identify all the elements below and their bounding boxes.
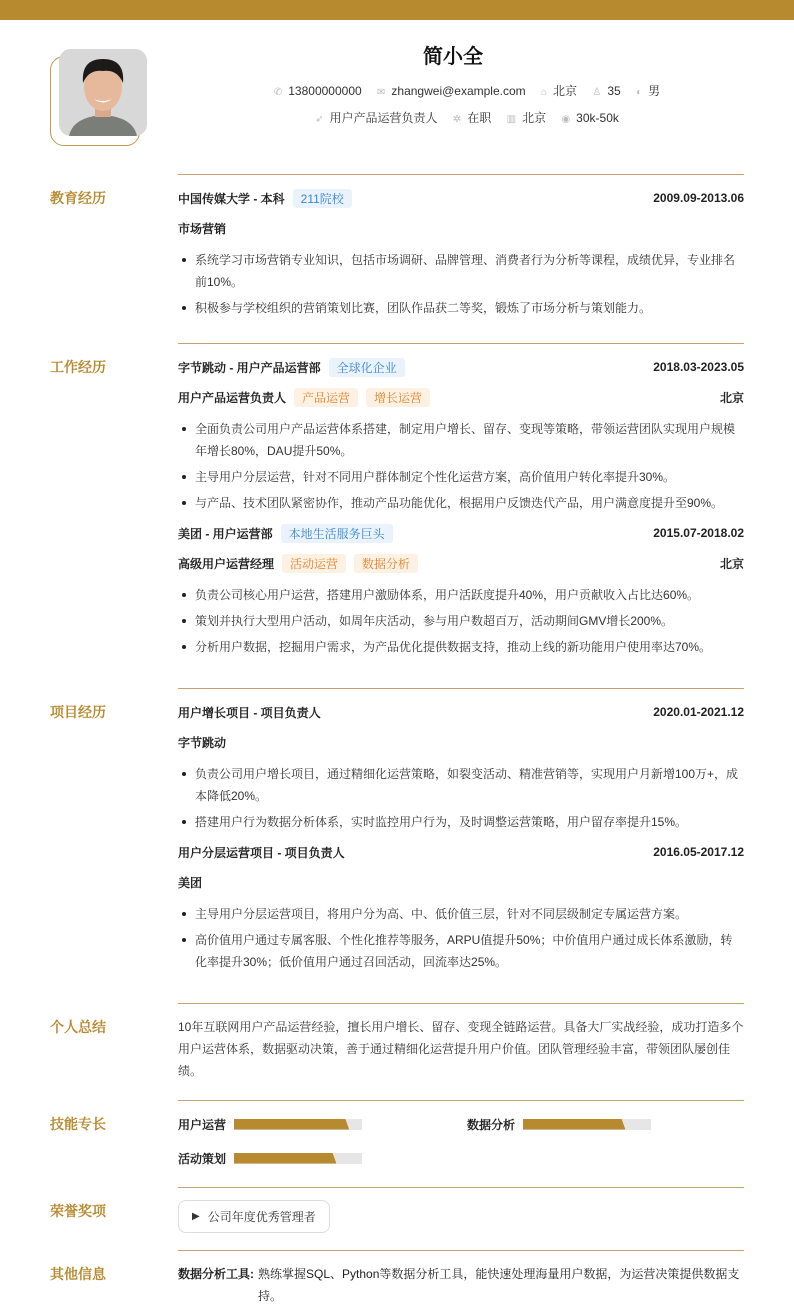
- building-icon: ▥: [506, 114, 517, 125]
- status-icon: ✲: [452, 114, 462, 125]
- contact-info: [178, 82, 744, 99]
- section-title: 项目经历: [50, 704, 106, 720]
- skill-item: [467, 1115, 744, 1133]
- role-tag: 增长运营: [366, 388, 430, 407]
- section-title: 荣誉奖项: [50, 1203, 106, 1219]
- project-name: 用户增长项目 - 项目负责人: [178, 705, 321, 720]
- gender-icon: ◐: [636, 87, 643, 98]
- award-item[interactable]: [178, 1200, 330, 1233]
- city: 北京: [553, 84, 578, 98]
- section-title: 个人总结: [50, 1019, 106, 1035]
- list-item: 全面负责公司用户产品运营体系搭建，制定用户增长、留存、变现等策略，带领运营团队实现用户规模年增长80%，DAU提升50%。: [178, 418, 744, 462]
- skill-item: [178, 1115, 467, 1133]
- list-item: 策划并执行大型用户活动，如周年庆活动，参与用户数超百万，活动期间GMV增长200%。: [178, 610, 744, 632]
- skill-bar: [234, 1119, 362, 1130]
- list-item: 积极参与学校组织的营销策划比赛，团队作品获二等奖，锻炼了市场分析与策划能力。: [178, 297, 744, 319]
- skill-bar-fill: [523, 1119, 625, 1130]
- section-title: 工作经历: [50, 359, 106, 375]
- list-item: 高价值用户通过专属客服、个性化推荐等服务，ARPU值提升50%；中价值用户通过成长体系激励，转化率提升30%；低价值用户通过召回活动，回流率达25%。: [178, 929, 744, 973]
- job-city: 北京: [719, 390, 744, 405]
- project-name: 用户分层运营项目 - 项目负责人: [178, 845, 345, 860]
- role-tag: 产品运营: [294, 388, 358, 407]
- job-entry: [178, 524, 744, 658]
- job-city: 北京: [719, 556, 744, 571]
- target-city: 北京: [522, 111, 547, 125]
- age: 35: [607, 84, 621, 98]
- major: 市场营销: [178, 221, 227, 236]
- project-company: 字节跳动: [178, 735, 227, 750]
- salary: 30k-50k: [576, 111, 619, 125]
- list-item: 负责公司用户增长项目，通过精细化运营策略，如裂变活动、精准营销等，实现用户月新增100万+，成本降低20%。: [178, 763, 744, 807]
- skill-bar: [234, 1153, 362, 1164]
- email: zhangwei@example.com: [391, 84, 526, 98]
- award-name: 公司年度优秀管理者: [207, 1210, 316, 1224]
- job-title: 用户产品运营负责人: [178, 390, 287, 405]
- gender: 男: [648, 84, 661, 98]
- top-accent-bar: [0, 0, 794, 20]
- phone: 13800000000: [288, 84, 362, 98]
- other-key: 数据分析工具:: [178, 1267, 254, 1281]
- project-entry: [178, 843, 744, 973]
- play-icon: ▶: [192, 1211, 200, 1222]
- date: 2016.05-2017.12: [653, 845, 744, 859]
- skill-name: 用户运营: [178, 1117, 227, 1132]
- date: 2020.01-2021.12: [653, 705, 744, 719]
- phone-icon: ✆: [273, 87, 283, 98]
- company-tag: 全球化企业: [329, 358, 405, 377]
- section-title: 其他信息: [50, 1266, 106, 1282]
- role-tag: 活动运营: [282, 554, 346, 573]
- company-tag: 本地生活服务巨头: [281, 524, 393, 543]
- salary-icon: ◉: [561, 114, 571, 125]
- company: 字节跳动 - 用户产品运营部: [178, 360, 321, 375]
- skill-bar-fill: [234, 1153, 336, 1164]
- position: 用户产品运营负责人: [329, 111, 438, 125]
- skill-item: [178, 1149, 467, 1167]
- job-intent: [178, 109, 744, 126]
- list-item: 负责公司核心用户运营，搭建用户激励体系，用户活跃度提升40%，用户贡献收入占比达60%。: [178, 584, 744, 606]
- list-item: 主导用户分层运营项目，将用户分为高、中、低价值三层，针对不同层级制定专属运营方案。: [178, 903, 744, 925]
- project-company: 美团: [178, 875, 203, 890]
- list-item: 主导用户分层运营，针对不同用户群体制定个性化运营方案，高价值用户转化率提升30%。: [178, 466, 744, 488]
- list-item: 搭建用户行为数据分析体系，实时监控用户行为，及时调整运营策略，用户留存率提升15%。: [178, 811, 744, 833]
- skill-name: 数据分析: [467, 1117, 516, 1132]
- date: 2009.09-2013.06: [653, 191, 744, 205]
- skill-name: 活动策划: [178, 1151, 227, 1166]
- skill-bar-fill: [234, 1119, 349, 1130]
- school-tag: 211院校: [293, 189, 352, 208]
- email-icon: ✉: [377, 87, 386, 98]
- home-icon: ⌂: [541, 87, 548, 98]
- section-title: 技能专长: [50, 1116, 106, 1132]
- summary-text: 10年互联网用户产品运营经验，擅长用户增长、留存、变现全链路运营。具备大厂实战经验，成功打造多个用户运营体系，数据驱动决策，善于通过精细化运营提升用户价值。团队管理经验丰富，带领团队屡创佳绩。: [178, 1020, 744, 1078]
- school: 中国传媒大学 - 本科: [178, 191, 285, 206]
- send-icon: ➶: [315, 114, 324, 125]
- age-icon: ♙: [592, 87, 602, 98]
- list-item: 与产品、技术团队紧密协作，推动产品功能优化，根据用户反馈迭代产品，用户满意度提升至90%。: [178, 492, 744, 514]
- section-title: 教育经历: [50, 190, 106, 206]
- status: 在职: [467, 111, 492, 125]
- list-item: 分析用户数据，挖掘用户需求，为产品优化提供数据支持，推动上线的新功能用户使用率达70%。: [178, 636, 744, 658]
- other-value: 熟练掌握SQL、Python等数据分析工具，能快速处理海量用户数据，为运营决策提供数据支持。: [258, 1267, 740, 1303]
- job-title: 高级用户运营经理: [178, 556, 275, 571]
- list-item: 系统学习市场营销专业知识，包括市场调研、品牌管理、消费者行为分析等课程，成绩优异，专业排名前10%。: [178, 249, 744, 293]
- role-tag: 数据分析: [354, 554, 418, 573]
- project-entry: [178, 703, 744, 833]
- skill-bar: [523, 1119, 651, 1130]
- date: 2015.07-2018.02: [653, 526, 744, 540]
- job-entry: [178, 358, 744, 514]
- company: 美团 - 用户运营部: [178, 526, 273, 541]
- candidate-name: 简小全: [423, 46, 483, 68]
- date: 2018.03-2023.05: [653, 360, 744, 374]
